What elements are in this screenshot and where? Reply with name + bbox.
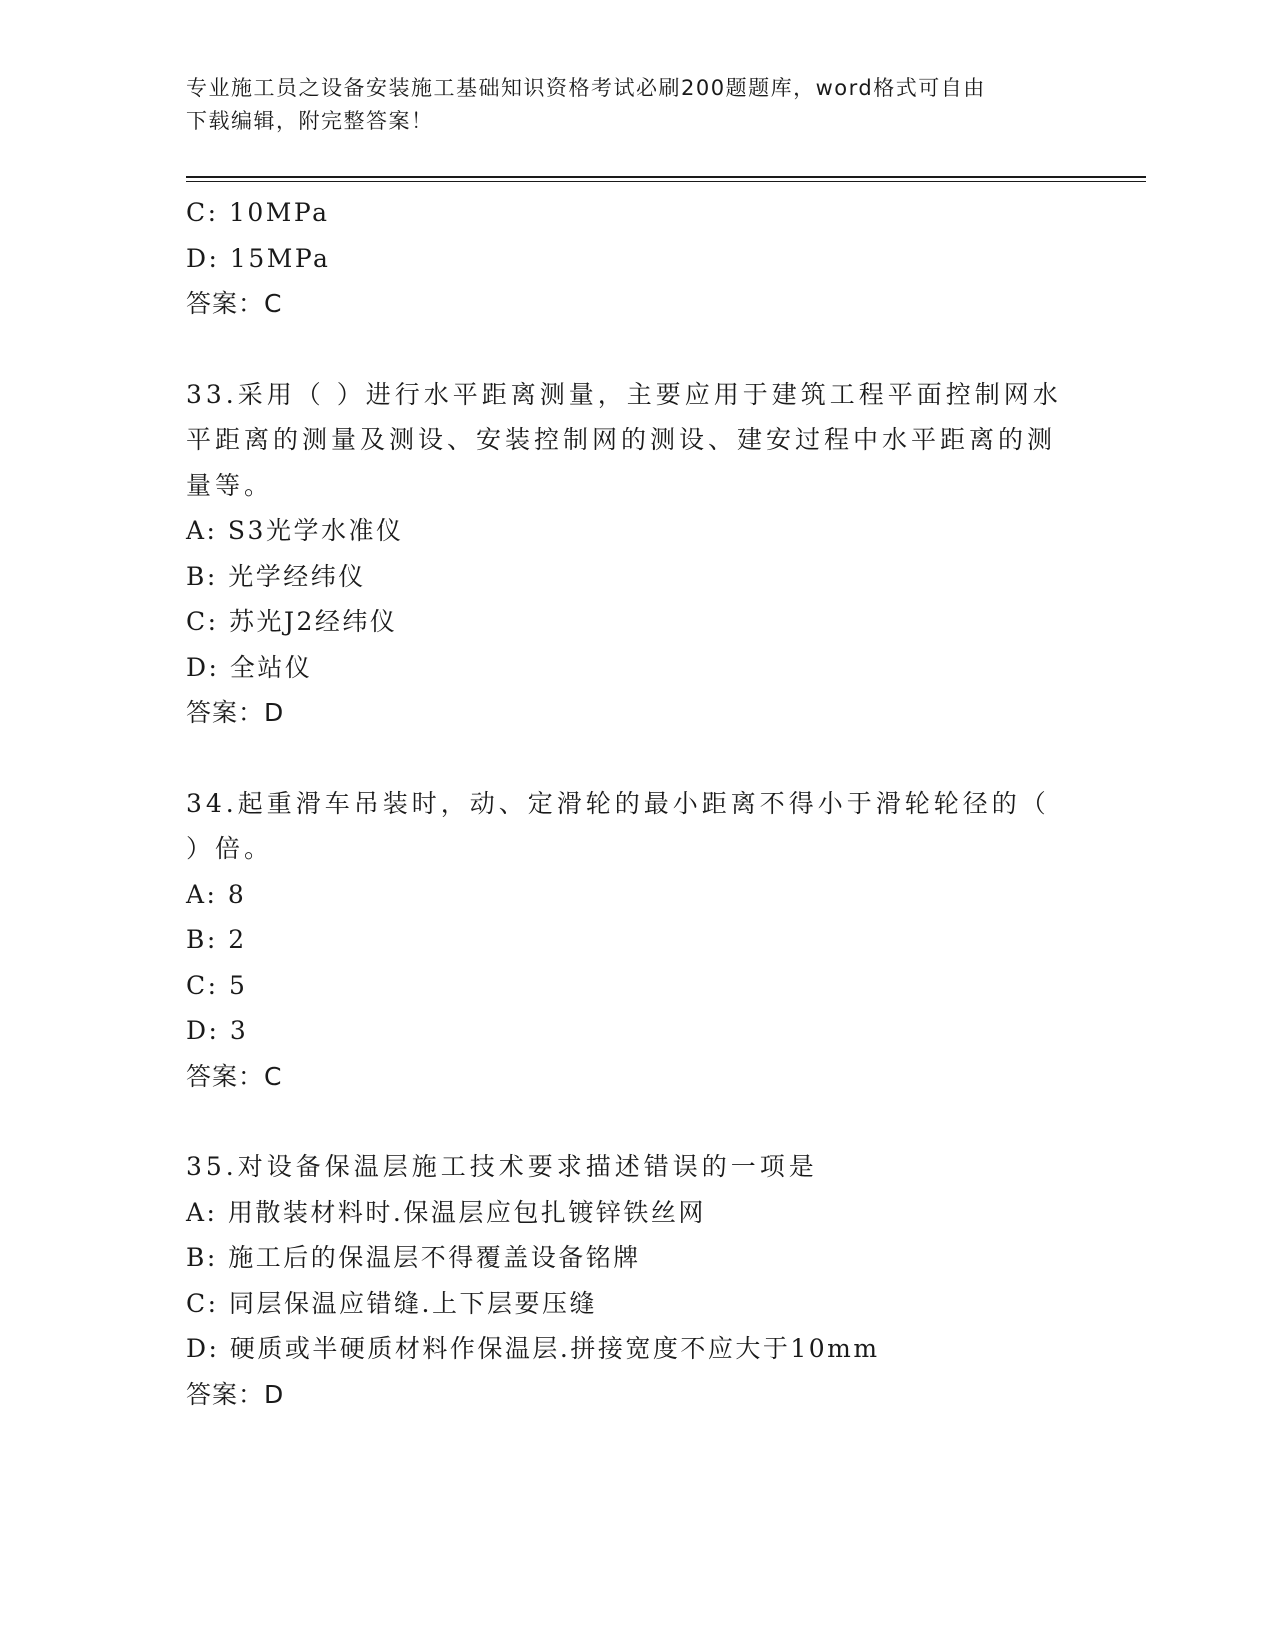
answer: 答案：C — [186, 1061, 283, 1091]
option-b: B: 施工后的保温层不得覆盖设备铭牌 — [186, 1243, 641, 1272]
header-divider-thin — [186, 181, 1146, 182]
question-34 — [186, 781, 1066, 1100]
answer: 答案：D — [186, 698, 285, 727]
question-stem-line: ）倍。 — [186, 834, 274, 863]
question-stem-line: 34.起重滑车吊装时，动、定滑轮的最小距离不得小于滑轮轮径的（ — [186, 788, 1050, 818]
option-a: A: S3光学水准仪 — [186, 516, 404, 545]
option-d: D: 15MPa — [186, 243, 331, 273]
option-d: D: 3 — [186, 1016, 249, 1045]
question-stem-line: 量等。 — [186, 470, 274, 500]
option-a: A: 8 — [186, 879, 247, 909]
option-b: B: 光学经纬仪 — [186, 561, 366, 591]
option-c: C: 苏光J2经纬仪 — [186, 607, 398, 636]
header-divider-thick — [186, 176, 1146, 178]
question-32 — [186, 190, 1066, 327]
header-line-2: 下载编辑，附完整答案！ — [186, 109, 434, 133]
spacer — [186, 736, 1066, 781]
header-line-1: 专业施工员之设备安装施工基础知识资格考试必刷200题题库，word格式可自由 — [186, 76, 986, 100]
answer: 答案：C — [186, 289, 283, 318]
option-b: B: 2 — [186, 925, 247, 954]
option-d: D: 全站仪 — [186, 652, 313, 682]
document-header — [186, 72, 1066, 138]
spacer — [186, 327, 1066, 372]
option-a: A: 用散装材料时.保温层应包扎镀锌铁丝网 — [186, 1197, 706, 1227]
option-c: C: 5 — [186, 970, 248, 1000]
option-d: D: 硬质或半硬质材料作保温层.拼接宽度不应大于10mm — [186, 1334, 880, 1363]
question-stem-line: 33.采用（ ）进行水平距离测量，主要应用于建筑工程平面控制网水 — [186, 379, 1062, 409]
question-stem-line: 35.对设备保温层施工技术要求描述错误的一项是 — [186, 1152, 818, 1181]
option-c: C: 10MPa — [186, 198, 330, 227]
option-c: C: 同层保温应错缝.上下层要压缝 — [186, 1288, 597, 1318]
question-33 — [186, 372, 1066, 736]
question-35 — [186, 1144, 1066, 1417]
question-stem-line: 平距离的测量及测设、安装控制网的测设、建安过程中水平距离的测 — [186, 425, 1057, 454]
question-list — [186, 190, 1066, 1417]
spacer — [186, 1099, 1066, 1144]
answer: 答案：D — [186, 1379, 285, 1409]
